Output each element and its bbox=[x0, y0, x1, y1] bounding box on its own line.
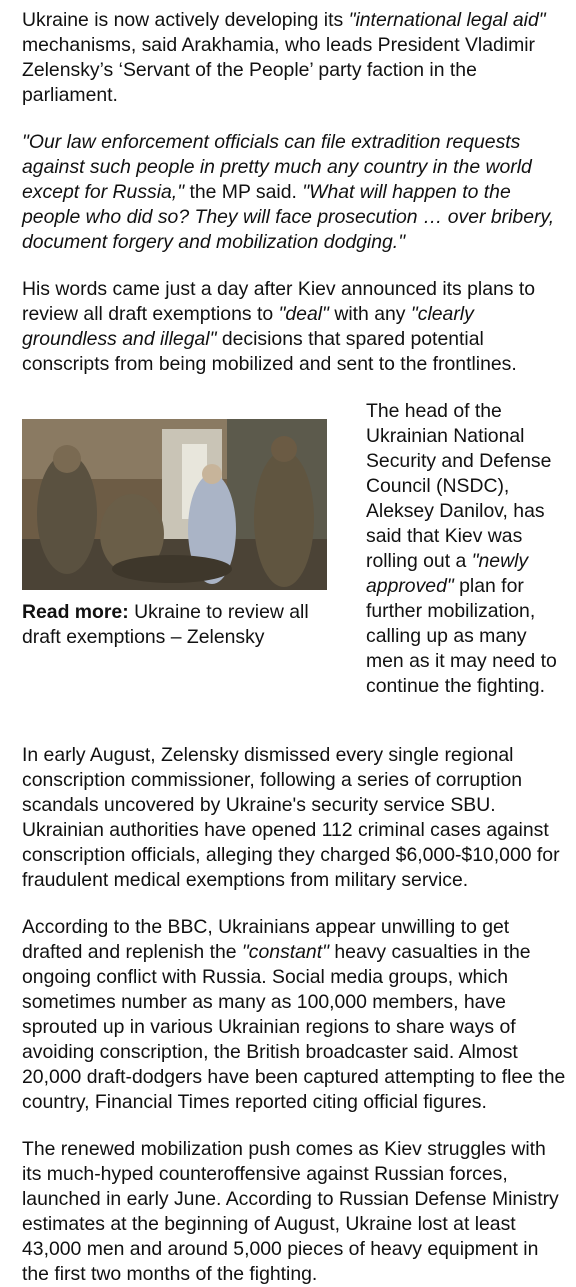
p6-quote: "constant" bbox=[241, 941, 329, 963]
p1-text-a: Ukraine is now actively developing its bbox=[22, 9, 349, 31]
p3-text-e: decisions that spared potential conscripts from being mobilized and sent to the frontlines. bbox=[22, 328, 517, 375]
p2-quote-c: "What will happen to the people who did so? They will face prosecution … over bribery, document forgery and mobilization dodging." bbox=[22, 181, 555, 253]
p4-text-a: The head of the Ukrainian National Security and Defense Council (NSDC), Aleksey Danilov, has said that Kiev was rolling out a bbox=[366, 400, 552, 572]
article-body bbox=[22, 8, 570, 1287]
read-more-figure[interactable] bbox=[22, 419, 327, 650]
p1-text-c: mechanisms, said Arakhamia, who leads President Vladimir Zelensky’s ‘Servant of the People’ party faction in the parliament. bbox=[22, 34, 535, 106]
read-more-link[interactable]: Ukraine to review all draft exemptions – Zelensky bbox=[22, 601, 309, 648]
p2-quote-a: "Our law enforcement officials can file extradition requests against such people in pretty much any country in the world except for Russia," bbox=[22, 131, 532, 203]
p2-text-b: the MP said. bbox=[184, 181, 303, 203]
paragraph-7: The renewed mobilization push comes as Kiev struggles with its much-hyped counteroffensive against Russian forces, launched in early June. According to Russian Defense Ministry estimates at the beginning of August, Ukraine lost at least 43,000 men and around 5,000 pieces of heavy equipment in the first two months of the fighting. bbox=[22, 1138, 559, 1285]
paragraph-3 bbox=[22, 277, 570, 377]
p6-text-c: heavy casualties in the ongoing conflict with Russia. Social media groups, which sometimes number as many as 100,000 members, have sprouted up in various Ukrainian regions to share ways of avoiding conscription, the British broadcaster said. Almost 20,000 draft-dodgers have been captured attempting to flee the country, Financial Times reported citing official figures. bbox=[22, 941, 566, 1113]
spacer bbox=[22, 1115, 570, 1137]
p4-text-c: plan for further mobilization, calling up as many men as it may need to continue the fighting. bbox=[366, 575, 557, 697]
article-photo[interactable] bbox=[22, 419, 327, 590]
read-more-label: Read more: bbox=[22, 601, 129, 623]
paragraph-5: In early August, Zelensky dismissed every single regional conscription commissioner, following a series of corruption scandals uncovered by Ukraine's security service SBU. Ukrainian authorities have opened 112 criminal cases against conscription officials, alleging they charged $6,000-$10,000 for fraudulent medical exemptions from military service. bbox=[22, 744, 560, 891]
float-section bbox=[22, 399, 570, 721]
spacer bbox=[22, 721, 570, 743]
paragraph-6 bbox=[22, 915, 570, 1115]
spacer bbox=[22, 893, 570, 915]
paragraph-2 bbox=[22, 130, 570, 255]
p1-quote: "international legal aid" bbox=[348, 9, 546, 31]
paragraph-4 bbox=[366, 399, 566, 699]
read-more-caption[interactable] bbox=[22, 600, 327, 650]
spacer bbox=[22, 255, 570, 277]
spacer bbox=[22, 377, 570, 399]
paragraph-1 bbox=[22, 8, 570, 108]
p3-text-a: His words came just a day after Kiev announced its plans to review all draft exemptions to bbox=[22, 278, 536, 325]
p3-quote-d: "clearly groundless and illegal" bbox=[22, 303, 474, 350]
p3-text-c: with any bbox=[328, 303, 411, 325]
spacer bbox=[22, 108, 570, 130]
p4-quote: "newly approved" bbox=[366, 550, 529, 597]
p3-quote-b: "deal" bbox=[278, 303, 329, 325]
p6-text-a: According to the BBC, Ukrainians appear unwilling to get drafted and replenish the bbox=[22, 916, 510, 963]
